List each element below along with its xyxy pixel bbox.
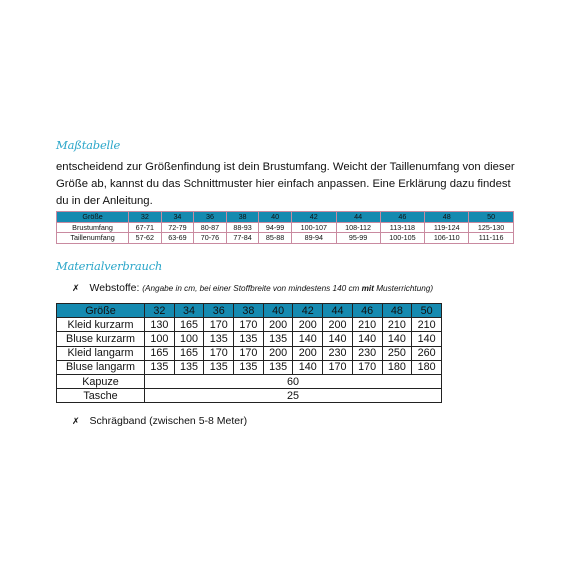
- fabric-table-row: [57, 360, 442, 374]
- fabric-table-row: [57, 318, 442, 332]
- size-table-header-cell: Größe: [57, 212, 129, 223]
- size-table-cell: 88-93: [226, 222, 259, 233]
- fabric-table-cell: 180: [382, 360, 412, 374]
- size-table-header-cell: 32: [129, 212, 162, 223]
- fabric-table-cell: 135: [174, 360, 204, 374]
- fabric-table-cell: 165: [145, 346, 175, 360]
- size-table-cell: 72-79: [161, 222, 194, 233]
- fabric-table-cell: 100: [174, 332, 204, 346]
- fabric-table-row-label: Bluse langarm: [57, 360, 145, 374]
- size-table-header-cell: 40: [259, 212, 292, 223]
- fabric-table-header-cell: 40: [263, 304, 293, 318]
- webstoffe-line: [72, 282, 433, 294]
- fabric-table-row-label: Tasche: [57, 389, 145, 403]
- fabric-table-cell: 210: [412, 318, 442, 332]
- fabric-table-cell: 200: [293, 346, 323, 360]
- fabric-table-cell: 165: [174, 346, 204, 360]
- fabric-table-cell: 260: [412, 346, 442, 360]
- size-table-cell: 70-76: [194, 233, 227, 244]
- fabric-table-cell: 140: [323, 332, 353, 346]
- fabric-table-cell: 135: [263, 360, 293, 374]
- size-table-header-cell: 46: [380, 212, 425, 223]
- fabric-table-cell: 140: [382, 332, 412, 346]
- webstoffe-note-bold: mit: [361, 284, 374, 293]
- size-table-header-cell: 44: [336, 212, 380, 223]
- fabric-table-row: [57, 346, 442, 360]
- schraegband-text: Schrägband (zwischen 5-8 Meter): [89, 415, 248, 427]
- fabric-table-header-row: [57, 304, 442, 318]
- size-table-header-cell: 42: [291, 212, 336, 223]
- fabric-table-span-row: [57, 374, 442, 388]
- section-heading-materialverbrauch: Materialverbrauch: [56, 259, 163, 273]
- fabric-table-header-cell: 44: [323, 304, 353, 318]
- webstoffe-note: [142, 284, 433, 293]
- size-table-cell: 119-124: [425, 222, 469, 233]
- fabric-table-cell: 170: [234, 318, 264, 332]
- fabric-table-cell: 135: [234, 332, 264, 346]
- fabric-table-cell: 100: [145, 332, 175, 346]
- fabric-table-cell: 230: [323, 346, 353, 360]
- fabric-table-cell: 135: [263, 332, 293, 346]
- fabric-table-cell: 170: [323, 360, 353, 374]
- size-table-header-cell: 34: [161, 212, 194, 223]
- fabric-table-cell: 135: [234, 360, 264, 374]
- size-table-header-cell: 36: [194, 212, 227, 223]
- size-table-cell: 113-118: [380, 222, 425, 233]
- fabric-table-header-cell: 38: [234, 304, 264, 318]
- fabric-table-cell: 200: [263, 346, 293, 360]
- fabric-table-row-label: Kleid kurzarm: [57, 318, 145, 332]
- fabric-table-row-label: Kleid langarm: [57, 346, 145, 360]
- size-table-cell: 89-94: [291, 233, 336, 244]
- size-table-cell: 67-71: [129, 222, 162, 233]
- fabric-table-row-label: Kapuze: [57, 374, 145, 388]
- fabric-table-cell: 130: [145, 318, 175, 332]
- section-heading-masstabelle: Maßtabelle: [56, 138, 121, 152]
- fabric-table-cell: 170: [234, 346, 264, 360]
- size-table-cell: 94-99: [259, 222, 292, 233]
- fabric-table-header-cell: 32: [145, 304, 175, 318]
- fabric-table-header-cell: 46: [352, 304, 382, 318]
- fabric-table-header-cell: 36: [204, 304, 234, 318]
- size-table-cell: 125-130: [469, 222, 514, 233]
- size-table-cell: 80-87: [194, 222, 227, 233]
- fabric-table-header-cell: 34: [174, 304, 204, 318]
- fabric-table-span-value: 25: [145, 389, 442, 403]
- fabric-table-row: [57, 332, 442, 346]
- size-table-cell: 100-105: [380, 233, 425, 244]
- fabric-table-cell: 165: [174, 318, 204, 332]
- schraegband-line: [72, 415, 247, 427]
- size-table-row: [57, 222, 514, 233]
- fabric-table-cell: 170: [204, 346, 234, 360]
- fabric-table-cell: 140: [293, 332, 323, 346]
- fabric-table-header-cell: 50: [412, 304, 442, 318]
- fabric-table-header-cell: Größe: [57, 304, 145, 318]
- fabric-table-cell: 135: [204, 332, 234, 346]
- webstoffe-note-post: Musterrichtung): [373, 284, 434, 293]
- fabric-table-row-label: Bluse kurzarm: [57, 332, 145, 346]
- fabric-table-cell: 135: [145, 360, 175, 374]
- fabric-table-cell: 170: [204, 318, 234, 332]
- fabric-table-cell: 140: [412, 332, 442, 346]
- size-table-row: [57, 233, 514, 244]
- fabric-table-cell: 250: [382, 346, 412, 360]
- fabric-table-header-cell: 42: [293, 304, 323, 318]
- fabric-table-cell: 230: [352, 346, 382, 360]
- fabric-table-span-row: [57, 389, 442, 403]
- size-table-cell: 77-84: [226, 233, 259, 244]
- size-table-header-row: [57, 212, 514, 223]
- fabric-table-cell: 200: [293, 318, 323, 332]
- fabric-table-cell: 170: [352, 360, 382, 374]
- fabric-table-header-cell: 48: [382, 304, 412, 318]
- size-table-cell: 63-69: [161, 233, 194, 244]
- size-table-cell: 106-110: [425, 233, 469, 244]
- fabric-table-cell: 140: [293, 360, 323, 374]
- fabric-table-cell: 135: [204, 360, 234, 374]
- fabric-table-cell: 210: [382, 318, 412, 332]
- fabric-table-cell: 210: [352, 318, 382, 332]
- size-table-header-cell: 50: [469, 212, 514, 223]
- size-table-cell: 108-112: [336, 222, 380, 233]
- fabric-table-cell: 200: [263, 318, 293, 332]
- fabric-table-span-value: 60: [145, 374, 442, 388]
- cross-bullet-icon: ✗: [72, 284, 80, 294]
- fabric-table-cell: 200: [323, 318, 353, 332]
- webstoffe-note-pre: (Angabe in cm, bei einer Stoffbreite von mindestens 140 cm: [142, 284, 362, 293]
- size-table-header-cell: 38: [226, 212, 259, 223]
- fabric-table-cell: 180: [412, 360, 442, 374]
- size-table-cell: 95-99: [336, 233, 380, 244]
- size-table-header-cell: 48: [425, 212, 469, 223]
- size-table-cell: 85-88: [259, 233, 292, 244]
- fabric-table-cell: 140: [352, 332, 382, 346]
- webstoffe-label: Webstoffe:: [89, 282, 140, 294]
- fabric-table: [56, 303, 442, 403]
- cross-bullet-icon: ✗: [72, 417, 80, 427]
- size-table-row-label: Brustumfang: [57, 222, 129, 233]
- size-table: [56, 211, 514, 244]
- size-table-cell: 111-116: [469, 233, 514, 244]
- size-table-cell: 100-107: [291, 222, 336, 233]
- size-table-row-label: Taillenumfang: [57, 233, 129, 244]
- intro-paragraph: entscheidend zur Größenfindung ist dein Brustumfang. Weicht der Taillenumfang von dieser Größe ab, kannst du das Schnittmuster hier einfach anpassen. Eine Erklärung dazu findest du in der Anleitung.: [56, 161, 515, 207]
- size-table-cell: 57-62: [129, 233, 162, 244]
